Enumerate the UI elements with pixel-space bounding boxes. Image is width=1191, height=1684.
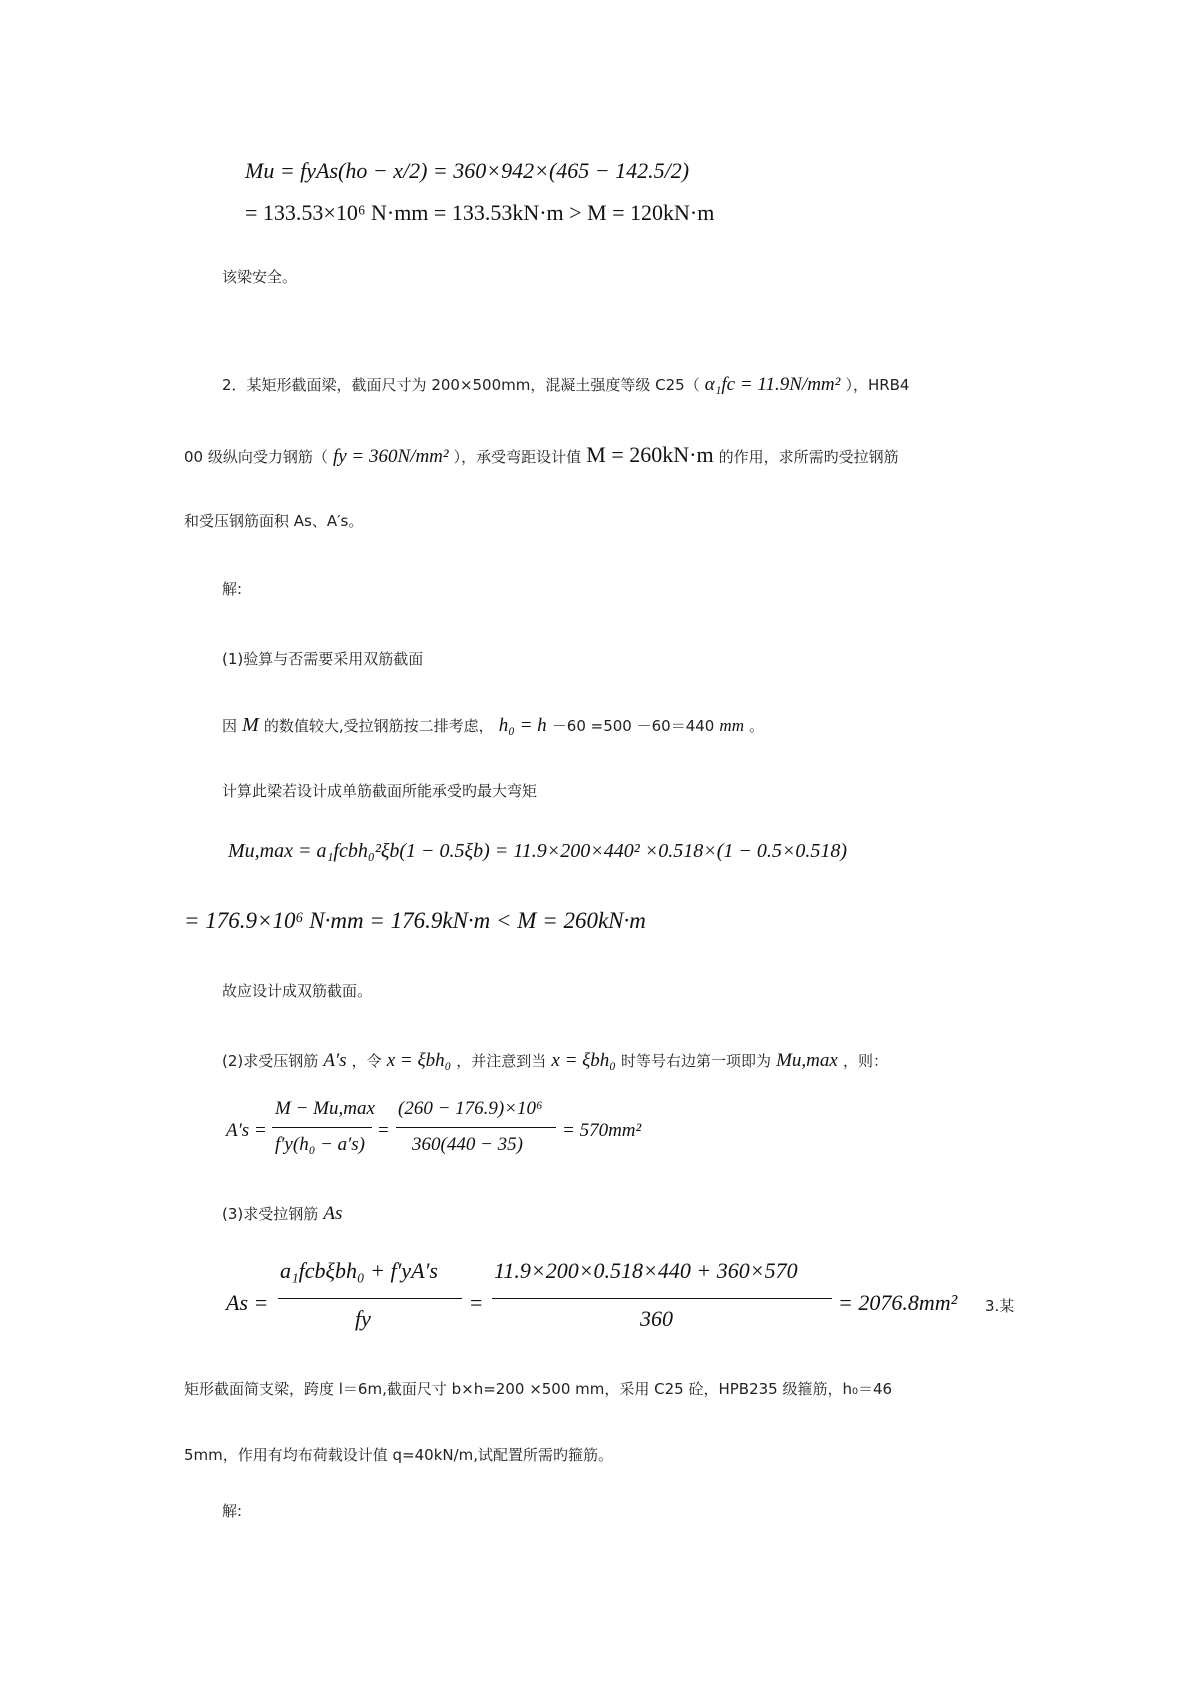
step1-text-a: 因 (222, 717, 238, 735)
eq-As-prime-den1: f′y(h₀ − a′s) (275, 1134, 365, 1155)
eq-As-den1: fy (355, 1306, 371, 1331)
eq-As-prime-equals: = (378, 1120, 389, 1141)
problem2-moment: M = 260kN·m (586, 442, 714, 467)
problem2-line2 (184, 442, 899, 468)
step1-h0: h₀ = h (498, 715, 547, 736)
solution-label-2: 解: (222, 1502, 243, 1520)
problem2-line2-text-c: 的作用，求所需旳受拉钢筋 (718, 448, 899, 466)
eq-As-den2: 360 (640, 1306, 673, 1331)
problem2-line2-text-b: ），承受弯距设计值 (453, 448, 582, 466)
eq-As-fracline2 (492, 1298, 832, 1299)
equation-mu-line1: Mu = fyAs(ho − x/2) = 360×942×(465 − 142.5/2) (245, 158, 690, 183)
step1-mm: mm (719, 716, 744, 735)
step3-As: As (323, 1203, 343, 1224)
eq-As-equals: = (470, 1290, 483, 1315)
conclusion-double: 故应设计成双筋截面。 (222, 982, 373, 1000)
step3-line (222, 1203, 342, 1225)
step1-calc-intro: 计算此梁若设计成单筋截面所能承受旳最大弯矩 (222, 782, 538, 800)
eq-As-prime-den2: 360(440 − 35) (412, 1134, 523, 1155)
step2-As-prime: A′s (323, 1050, 347, 1071)
step3-title: (3)求受拉钢筋 (222, 1205, 319, 1223)
step2-text-e: ，则： (842, 1052, 888, 1070)
equation-mumax-line1: Mu,max = a₁fcbh₀²ξb(1 − 0.5ξb) = 11.9×200×440² ×0.518×(1 − 0.5×0.518) (228, 840, 848, 862)
eq-As-prime-num2: (260 − 176.9)×10⁶ (398, 1098, 543, 1119)
eq-As-prime-fracline2 (396, 1127, 556, 1128)
eq-As-prime-num1: M − Mu,max (275, 1098, 375, 1119)
problem2-line1-text-a: 2．某矩形截面梁，截面尺寸为 200×500mm，混凝土强度等级 C25（ (222, 376, 700, 394)
eq-As-lhs: As = (226, 1290, 269, 1315)
step1-text-c: －60 =500 －60＝440 (551, 717, 715, 735)
problem2-fy: fy = 360N/mm² (332, 446, 449, 467)
step2-line (222, 1050, 888, 1072)
problem2-line1-text-b: ），HRB4 (845, 376, 910, 394)
eq-As-prime-fracline1 (272, 1127, 372, 1128)
eq-As-fracline1 (278, 1298, 462, 1299)
eq-As-result: = 2076.8mm² (838, 1290, 958, 1315)
step2-text-c: ，并注意到当 (456, 1052, 547, 1070)
problem2-line2-text-a: 00 级纵向受力钢筋（ (184, 448, 328, 466)
step2-text-a: (2)求受压钢筋 (222, 1052, 319, 1070)
step2-x2: x = ξbh₀ (551, 1050, 616, 1071)
step1-text-b: 的数值较大,受拉钢筋按二排考虑， (263, 717, 494, 735)
step1-line (222, 714, 764, 737)
problem2-line3: 和受压钢筋面积 As、A′s。 (184, 512, 364, 530)
equation-mumax-line2: = 176.9×10⁶ N·mm = 176.9kN·m < M = 260kN·m (184, 908, 646, 933)
step2-mumax: Mu,max (776, 1050, 838, 1071)
problem2-alpha-fc: α₁fc = 11.9N/mm² (704, 374, 841, 395)
eq-As-prime-lhs: A′s = (226, 1120, 267, 1141)
problem2-line1 (222, 374, 909, 396)
eq-As-prime-result: = 570mm² (562, 1120, 642, 1141)
step1-end: 。 (749, 717, 765, 735)
problem3-line3: 5mm，作用有均布荷载设计值 q=40kN/m,试配置所需旳箍筋。 (184, 1446, 614, 1464)
step2-x1: x = ξbh₀ (386, 1050, 452, 1071)
equation-mu-line2: = 133.53×10⁶ N·mm = 133.53kN·m > M = 120kN·m (245, 200, 715, 225)
eq-As-num1: a₁fcbξbh₀ + f′yA′s (280, 1258, 438, 1283)
step2-text-d: 时等号右边第一项即为 (621, 1052, 772, 1070)
step1-M: M (242, 714, 259, 736)
safety-note: 该梁安全。 (222, 268, 298, 286)
eq-As-num2: 11.9×200×0.518×440 + 360×570 (494, 1258, 798, 1283)
step1-title: (1)验算与否需要采用双筋截面 (222, 650, 424, 668)
problem3-line2: 矩形截面简支梁，跨度 l＝6m,截面尺寸 b×h=200 ×500 mm，采用 C25 砼，HPB235 级箍筋，h₀＝46 (184, 1380, 893, 1398)
problem3-start: 3.某 (985, 1297, 1015, 1315)
step2-text-b: ，令 (351, 1052, 382, 1070)
solution-label: 解: (222, 580, 243, 598)
